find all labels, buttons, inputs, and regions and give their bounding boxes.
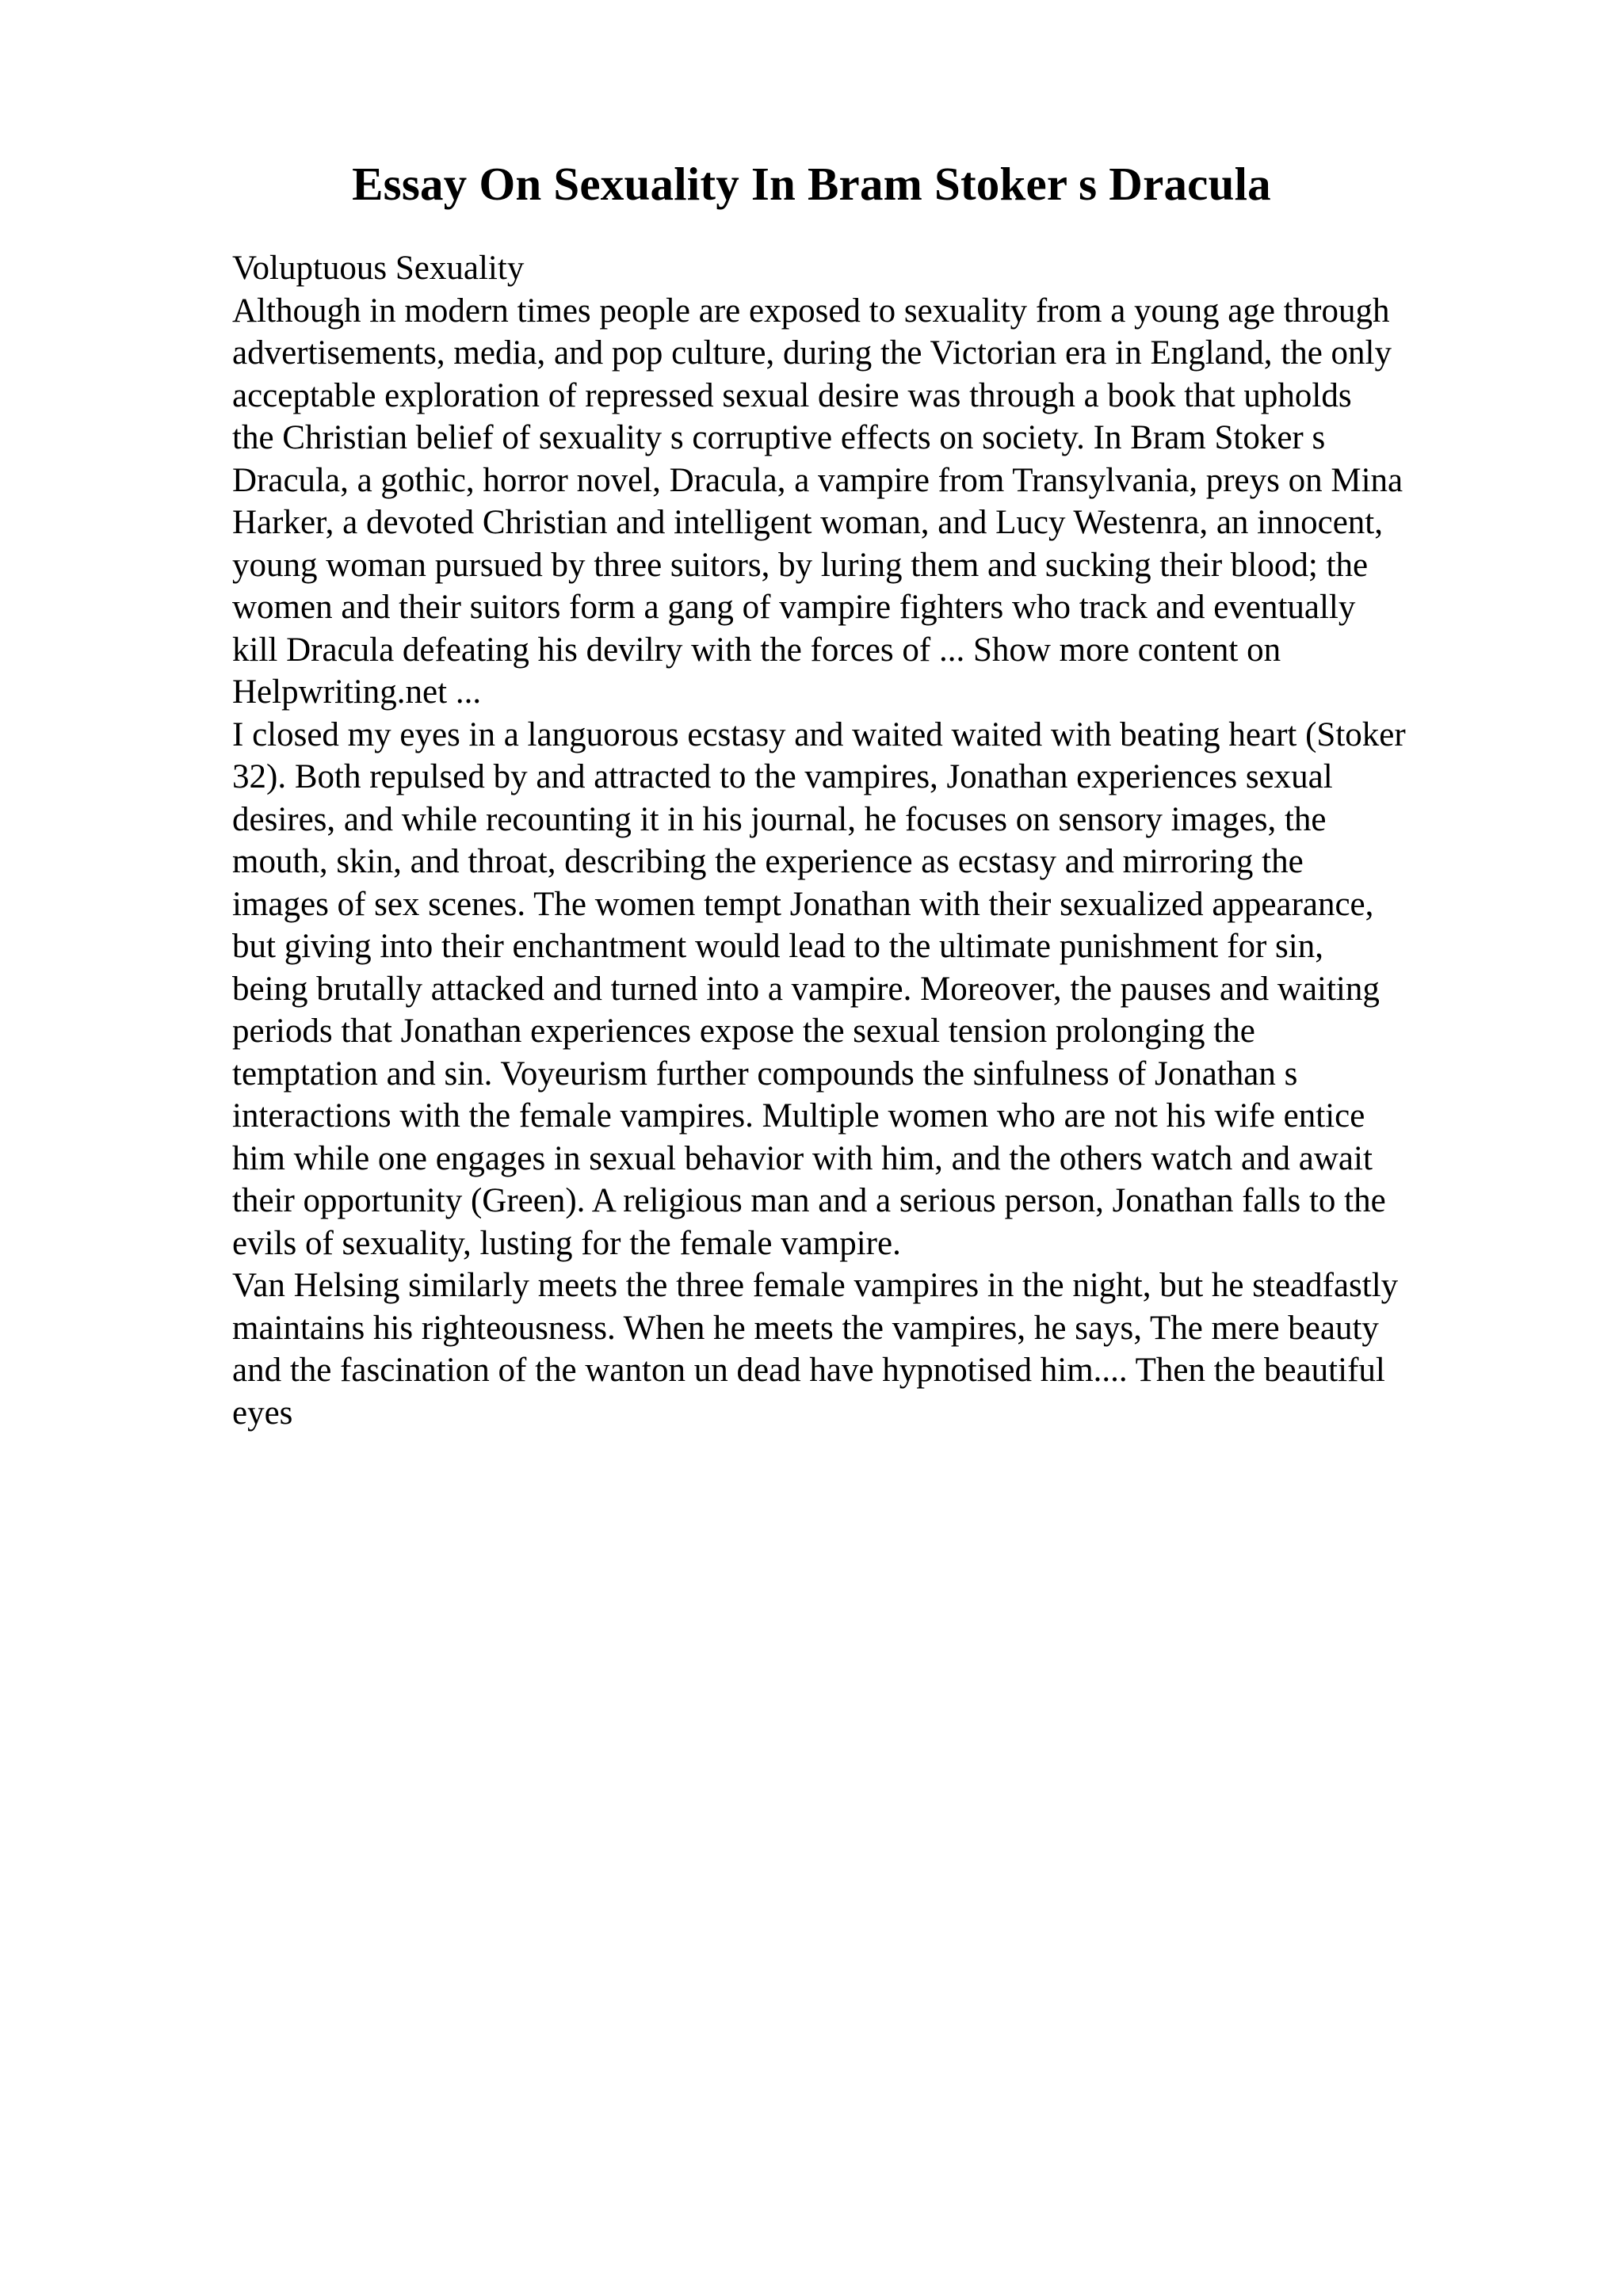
text-line: evils of sexuality, lusting for the female vampire. bbox=[232, 1224, 901, 1262]
document-body bbox=[232, 247, 1508, 1434]
document-title: Essay On Sexuality In Bram Stoker s Dracula bbox=[352, 158, 1271, 210]
text-line: advertisements, media, and pop culture, during the Victorian era in England, the only bbox=[232, 334, 1392, 372]
text-line: and the fascination of the wanton un dead have hypnotised him.... Then the beautiful bbox=[232, 1352, 1385, 1389]
text-line: their opportunity (Green). A religious man and a serious person, Jonathan falls to the bbox=[232, 1182, 1386, 1219]
text-line: kill Dracula defeating his devilry with the forces of ... Show more content on bbox=[232, 631, 1281, 669]
text-line: eyes bbox=[232, 1394, 293, 1432]
text-line: young woman pursued by three suitors, by luring them and sucking their blood; the bbox=[232, 546, 1369, 584]
text-line: periods that Jonathan experiences expose the sexual tension prolonging the bbox=[232, 1013, 1255, 1050]
text-line: desires, and while recounting it in his journal, he focuses on sensory images, the bbox=[232, 800, 1327, 838]
text-line: mouth, skin, and throat, describing the experience as ecstasy and mirroring the bbox=[232, 843, 1304, 880]
text-line: him while one engages in sexual behavior with him, and the others watch and await bbox=[232, 1139, 1373, 1177]
text-line: Dracula, a gothic, horror novel, Dracula, a vampire from Transylvania, preys on Mina bbox=[232, 461, 1403, 499]
text-line: acceptable exploration of repressed sexual desire was through a book that upholds bbox=[232, 376, 1352, 414]
text-line: I closed my eyes in a languorous ecstasy and waited waited with beating heart (Stoker bbox=[232, 715, 1406, 753]
text-line: interactions with the female vampires. Multiple women who are not his wife entice bbox=[232, 1097, 1365, 1135]
text-line: Although in modern times people are exposed to sexuality from a young age through bbox=[232, 292, 1390, 330]
text-line: maintains his righteousness. When he meets the vampires, he says, The mere beauty bbox=[232, 1309, 1379, 1347]
text-line: Helpwriting.net ... bbox=[232, 673, 482, 711]
subheading: Voluptuous Sexuality bbox=[232, 250, 525, 287]
text-line: 32). Both repulsed by and attracted to the vampires, Jonathan experiences sexual bbox=[232, 758, 1333, 795]
text-line: being brutally attacked and turned into a vampire. Moreover, the pauses and waiting bbox=[232, 970, 1380, 1008]
text-line: temptation and sin. Voyeurism further compounds the sinfulness of Jonathan s bbox=[232, 1055, 1298, 1093]
text-line: Harker, a devoted Christian and intelligent woman, and Lucy Westenra, an innocent, bbox=[232, 504, 1383, 541]
text-line: women and their suitors form a gang of vampire fighters who track and eventually bbox=[232, 589, 1356, 626]
text-line: but giving into their enchantment would lead to the ultimate punishment for sin, bbox=[232, 928, 1323, 965]
text-line: images of sex scenes. The women tempt Jonathan with their sexualized appearance, bbox=[232, 885, 1374, 923]
text-line: the Christian belief of sexuality s corruptive effects on society. In Bram Stoker s bbox=[232, 419, 1326, 456]
text-line: Van Helsing similarly meets the three female vampires in the night, but he steadfastly bbox=[232, 1267, 1399, 1304]
